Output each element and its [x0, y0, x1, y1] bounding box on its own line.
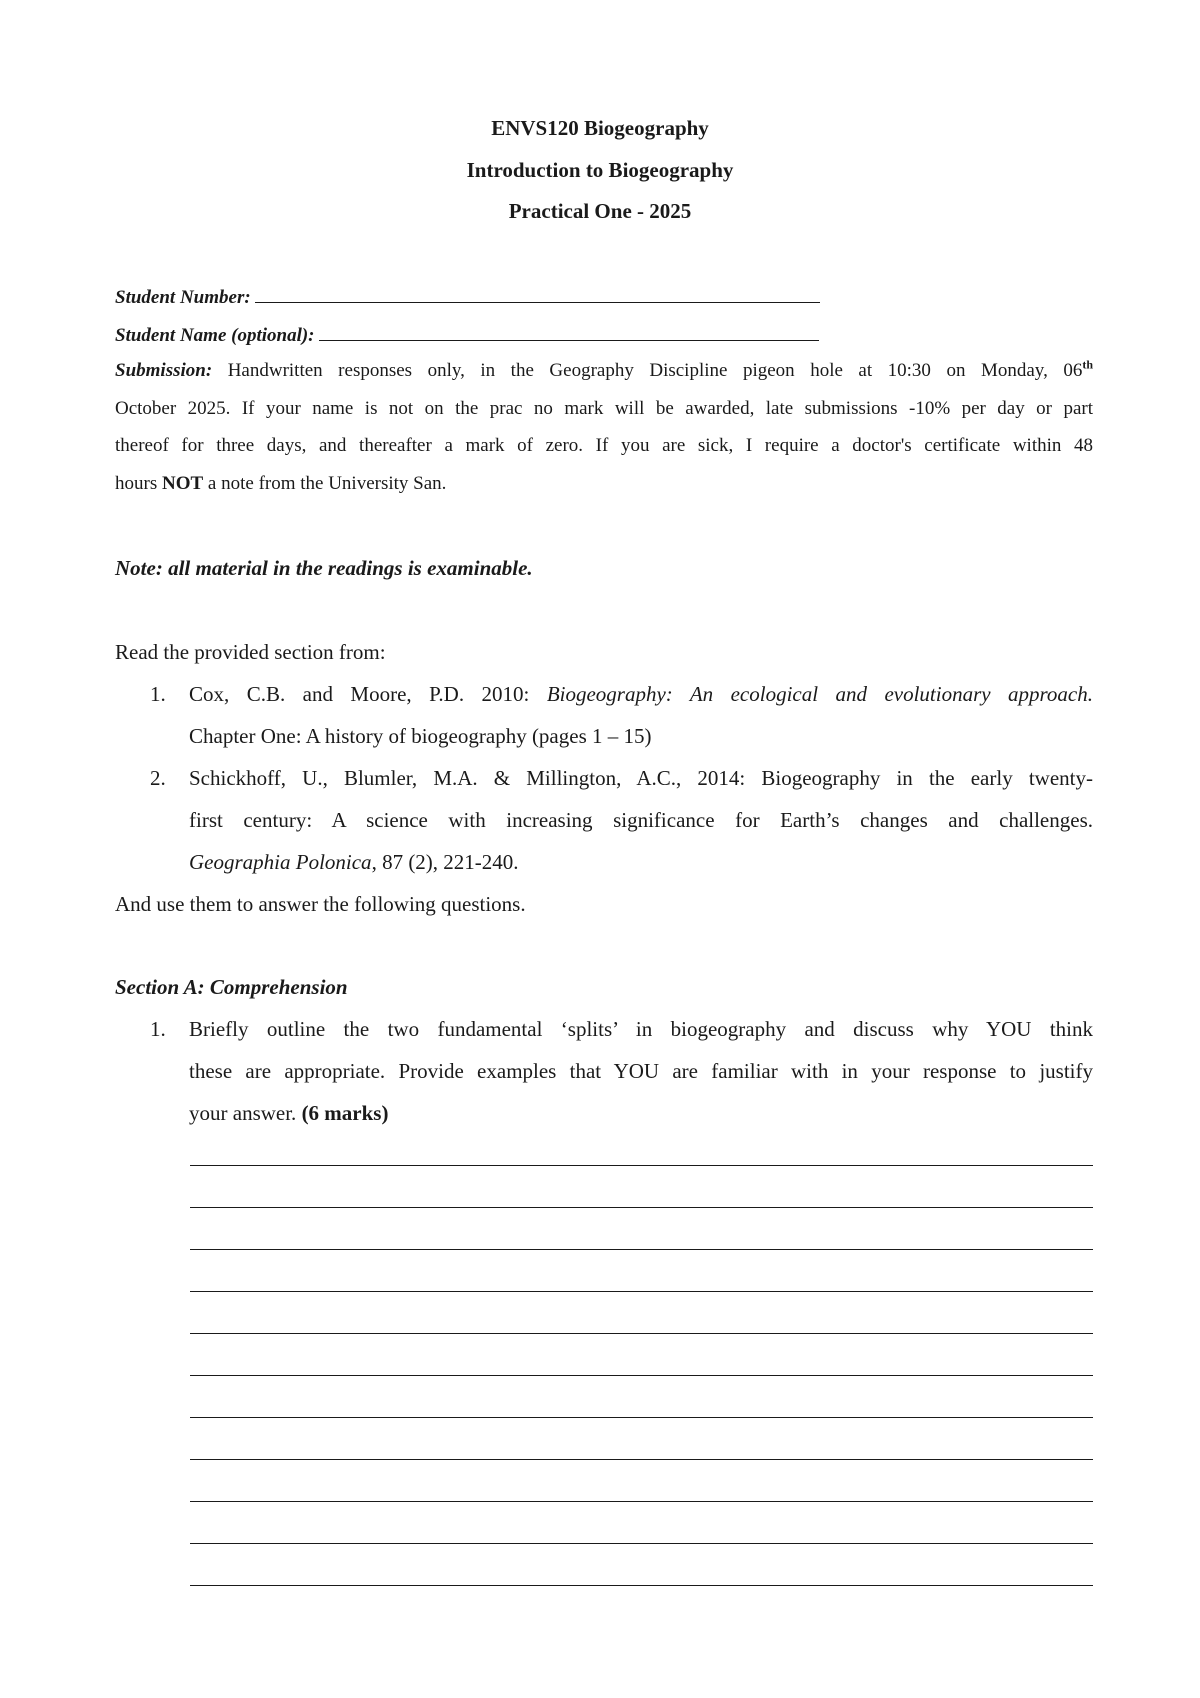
submission-line-1 — [115, 359, 1093, 383]
answer-line[interactable] — [190, 1585, 1093, 1586]
readings-outro: And use them to answer the following questions. — [115, 892, 526, 916]
submission-sup: th — [1082, 357, 1094, 372]
submission-label: Submission: — [115, 360, 213, 381]
answer-line[interactable] — [190, 1375, 1093, 1376]
student-name-blank[interactable] — [319, 322, 819, 341]
submission-not-bold: NOT — [161, 473, 204, 494]
question-1-text-3: your answer. — [189, 1101, 302, 1125]
answer-line[interactable] — [190, 1165, 1093, 1166]
answer-line[interactable] — [190, 1417, 1093, 1418]
document-subtitle: Introduction to Biogeography — [466, 158, 734, 182]
reading-1-number: 1. — [150, 682, 166, 706]
answer-line[interactable] — [190, 1249, 1093, 1250]
answer-line[interactable] — [190, 1333, 1093, 1334]
submission-line-2: October 2025. If your name is not on the prac no mark will be awarded, late submissions -10% per day or part — [115, 398, 1093, 419]
readings-intro: Read the provided section from: — [115, 640, 386, 664]
submission-text-4b: a note from the University San. — [203, 473, 447, 494]
reading-2-journal: Geographia Polonica — [189, 850, 372, 874]
section-a-title: Section A: Comprehension — [115, 975, 348, 999]
reading-2-line-3 — [189, 849, 519, 875]
reading-2-line-2: first century: A science with increasing significance for Earth’s changes and challenges. — [189, 808, 1093, 832]
student-name-field — [115, 322, 1093, 348]
answer-line[interactable] — [190, 1207, 1093, 1208]
question-1-marks: (6 marks) — [301, 1101, 389, 1125]
reading-1-book-title: Biogeography: An ecological and evolutionary approach. — [546, 682, 1093, 706]
question-1-line-3 — [189, 1100, 388, 1126]
reading-2-line-1: Schickhoff, U., Blumler, M.A. & Millington, A.C., 2014: Biogeography in the early twenty- — [189, 766, 1093, 790]
question-1-line-1: Briefly outline the two fundamental ‘splits’ in biogeography and discuss why YOU think — [189, 1017, 1093, 1041]
practical-title: Practical One - 2025 — [508, 199, 692, 223]
reading-1-authors: Cox, C.B. and Moore, P.D. 2010: — [189, 682, 547, 706]
reading-2-number: 2. — [150, 766, 166, 790]
submission-line-4 — [115, 472, 1093, 496]
student-number-field — [115, 284, 1093, 310]
answer-line[interactable] — [190, 1543, 1093, 1544]
student-number-label: Student Number: — [115, 287, 251, 308]
answer-line[interactable] — [190, 1291, 1093, 1292]
reading-1-line-1 — [189, 681, 1093, 707]
student-name-label: Student Name (optional): — [115, 325, 315, 346]
student-number-blank[interactable] — [255, 284, 820, 303]
question-1-line-2: these are appropriate. Provide examples that YOU are familiar with in your response to justify — [189, 1059, 1093, 1083]
submission-text-1: Handwritten responses only, in the Geography Discipline pigeon hole at 10:30 on Monday, 06 — [227, 360, 1083, 381]
course-title: ENVS120 Biogeography — [491, 116, 709, 140]
answer-line[interactable] — [190, 1459, 1093, 1460]
reading-2-volume: , 87 (2), 221-240. — [371, 850, 519, 874]
examinable-note: Note: all material in the readings is examinable. — [115, 556, 533, 580]
submission-text-4a: hours — [115, 473, 162, 494]
answer-line[interactable] — [190, 1501, 1093, 1502]
question-1-number: 1. — [150, 1017, 166, 1041]
reading-1-line-2: Chapter One: A history of biogeography (pages 1 – 15) — [189, 724, 652, 748]
submission-line-3: thereof for three days, and thereafter a mark of zero. If you are sick, I require a doctor's certificate within 48 — [115, 435, 1093, 456]
